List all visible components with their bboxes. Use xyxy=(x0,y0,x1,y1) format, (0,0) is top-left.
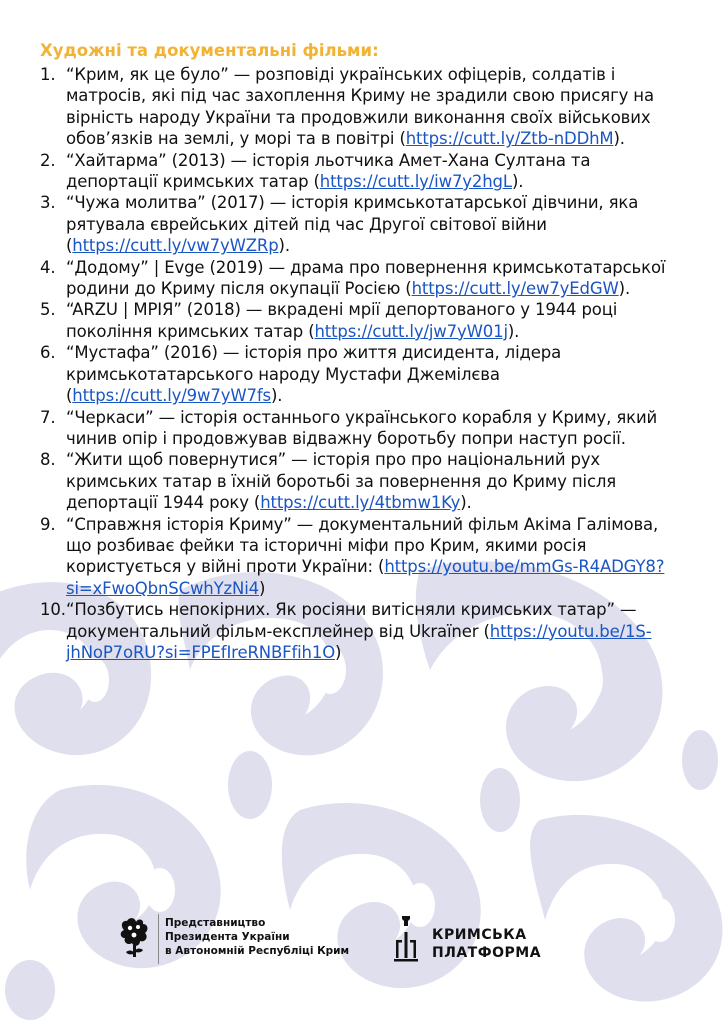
crimea-platform-name xyxy=(432,926,541,962)
representation-line: Представництво xyxy=(165,917,266,929)
film-item xyxy=(40,449,685,513)
film-description: — документальний фільм Акіма Галімова, що розбиває фейки та історичні міфи про Крим, якими росія користується у війні проти України: ( xyxy=(66,514,659,577)
film-title: “Жити щоб повернутися” xyxy=(66,450,287,470)
film-description: — історія про про національний рух кримських татар в їхній боротьбі за повернення до Криму після депортації 1944 року ( xyxy=(66,450,617,513)
film-number: 2. xyxy=(40,150,56,170)
crimea-platform-line: КРИМСЬКА xyxy=(432,927,527,943)
representation-line: Президента України xyxy=(165,931,290,943)
footer xyxy=(0,908,725,978)
film-description: — драма про повернення кримськотатарської родини до Криму після окупації Росією ( xyxy=(66,257,666,299)
film-title: “Мустафа” (2016) xyxy=(66,343,218,363)
film-number: 10. xyxy=(40,600,66,620)
page-content xyxy=(40,40,685,663)
film-list xyxy=(40,64,685,663)
section-heading: Художні та документальні фільми: xyxy=(40,41,379,60)
film-punctuation: ). xyxy=(460,493,472,513)
crimea-platform-logo-icon xyxy=(392,912,420,968)
film-number: 6. xyxy=(40,343,56,363)
film-link[interactable]: https://youtu.be/mmGs-R4ADGY8?si=xFwoQbnSCwhYzNi4 xyxy=(66,557,665,598)
film-item xyxy=(40,64,685,150)
film-title: “Справжня історія Криму” xyxy=(66,514,292,534)
film-description: — розповіді українських офіцерів, солдатів і матросів, які під час захоплення Криму не зрадили свою присягу на вірність народу України та продовжили виконання своїх військових обов’язків на землі, у морі та в повітрі ( xyxy=(66,65,654,149)
film-description: — документальний фільм-експлейнер від Ukraїner ( xyxy=(66,600,637,641)
crimea-platform-line: ПЛАТФОРМА xyxy=(432,945,542,961)
film-title: “ARZU | МРІЯ” (2018) xyxy=(66,300,241,320)
representation-name xyxy=(165,916,349,958)
film-description: — вкрадені мрії депортованого у 1944 році покоління кримських татар ( xyxy=(66,300,618,341)
film-punctuation: ). xyxy=(511,172,524,192)
film-title: “Позбутись непокірних. Як росіяни витісняли кримських татар” xyxy=(66,600,615,620)
film-item xyxy=(40,299,685,342)
film-description: — історія льотчика Амет-Хана Султана та депортації кримських татар ( xyxy=(66,150,591,192)
film-title: “Чужа молитва” (2017) xyxy=(66,193,265,213)
film-punctuation: ). xyxy=(507,321,520,341)
film-link[interactable]: https://cutt.ly/iw7y2hgL xyxy=(319,172,512,192)
film-link[interactable]: https://cutt.ly/4tbmw1Ky xyxy=(260,493,461,513)
film-description: — історія останнього українського корабля у Криму, який чинив опір і продовжував відважну боротьбу попри наступ росії. xyxy=(66,407,658,448)
film-item xyxy=(40,342,685,406)
film-number: 5. xyxy=(40,300,56,320)
film-punctuation: ). xyxy=(613,129,625,149)
film-item xyxy=(40,192,685,256)
film-title: “Хайтарма” (2013) xyxy=(66,150,226,170)
film-number: 1. xyxy=(40,65,56,84)
film-item xyxy=(40,514,685,600)
representation-line: в Автономній Республіці Крим xyxy=(165,945,350,957)
film-link[interactable]: https://cutt.ly/vw7yWZRp xyxy=(72,236,279,256)
film-punctuation: ). xyxy=(270,386,283,406)
film-punctuation: ) xyxy=(259,578,266,598)
representation-logo-icon xyxy=(116,912,156,960)
film-link[interactable]: https://cutt.ly/Ztb-nDDhM xyxy=(405,129,614,149)
film-punctuation: ) xyxy=(335,642,342,662)
footer-divider xyxy=(158,914,159,964)
film-number: 7. xyxy=(40,407,56,427)
film-punctuation: ). xyxy=(618,279,631,299)
film-title: “Черкаси” xyxy=(66,407,154,427)
film-item xyxy=(40,257,685,300)
film-number: 4. xyxy=(40,257,56,277)
film-link[interactable]: https://cutt.ly/9w7yW7fs xyxy=(72,386,271,406)
film-title: “Додому” | Evge (2019) xyxy=(66,257,264,277)
film-number: 3. xyxy=(40,193,56,213)
film-item xyxy=(40,407,685,450)
film-description: — історія кримськотатарської дівчини, яка рятувала єврейських дітей під час Другої світової війни ( xyxy=(66,193,639,256)
film-number: 8. xyxy=(40,450,56,470)
film-link[interactable]: https://youtu.be/1S-jhNoP7oRU?si=FPEfIreRNBFfih1O xyxy=(66,621,652,662)
film-link[interactable]: https://cutt.ly/jw7yW01j xyxy=(314,321,508,341)
film-punctuation: ). xyxy=(278,236,290,256)
film-item xyxy=(40,599,685,663)
film-number: 9. xyxy=(40,514,56,534)
film-title: “Крим, як це було” xyxy=(66,65,229,84)
film-item xyxy=(40,150,685,193)
film-description: — історія про життя дисидента, лідера кримськотатарського народу Мустафи Джемілєва ( xyxy=(66,343,562,406)
film-link[interactable]: https://cutt.ly/ew7yEdGW xyxy=(411,279,619,299)
